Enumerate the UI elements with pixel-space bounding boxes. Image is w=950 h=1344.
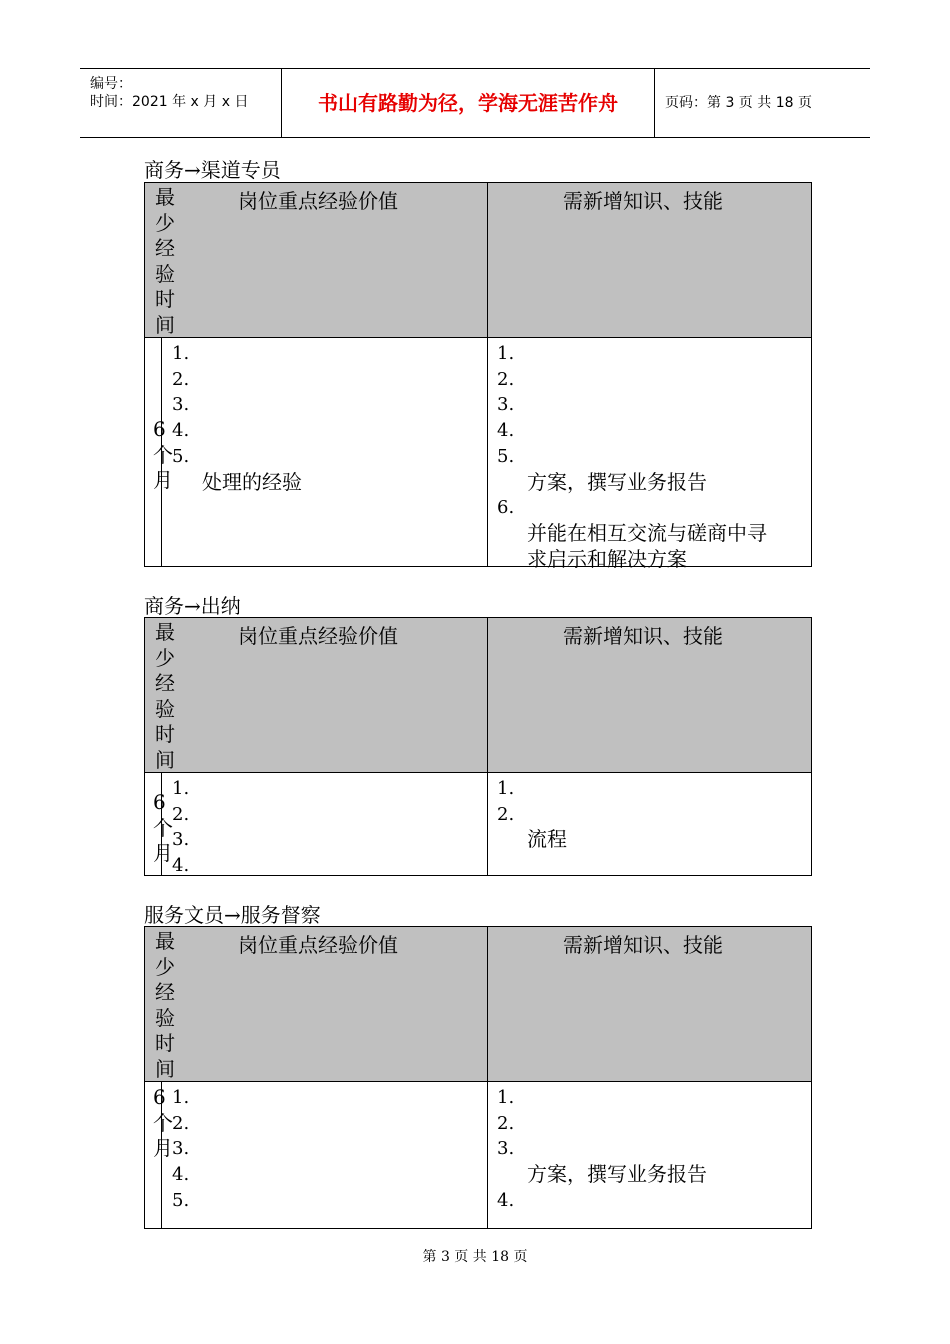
experience-table [144, 182, 812, 571]
header-page-info: 页码：第 3 页 共 18 页 [665, 95, 812, 111]
column-divider [487, 927, 488, 1228]
min-experience-header: 最 少 经 验 时 间 [155, 620, 175, 772]
duration-cell: 6 个 月 [153, 417, 173, 493]
key-experience-header: 岗位重点经验价值 [238, 624, 398, 648]
skills-list: 1. 2. 3. 方案，撰写业务报告 4. [497, 1087, 707, 1211]
experience-list: 1. 2. 3. 4. 5. [172, 1087, 190, 1211]
skills-list: 1. 2. 流程 [497, 778, 567, 852]
key-experience-header: 岗位重点经验价值 [238, 933, 398, 957]
page-header [80, 68, 870, 138]
doc-number-label: 编号： [90, 76, 132, 92]
min-experience-header: 最 少 经 验 时 间 [155, 185, 175, 337]
experience-table [144, 617, 812, 876]
column-divider [487, 618, 488, 875]
doc-time-label: 时间：2021 年 x 月 x 日 [90, 94, 249, 110]
page-footer: 第 3 页 共 18 页 [422, 1249, 528, 1265]
header-motto: 书山有路勤为径，学海无涯苦作舟 [282, 69, 655, 137]
section-title: 商务→渠道专员 [144, 158, 281, 182]
new-skills-header: 需新增知识、技能 [563, 624, 723, 648]
section-title: 商务→出纳 [144, 594, 241, 618]
section-title: 服务文员→服务督察 [144, 903, 321, 927]
column-divider [487, 183, 488, 566]
experience-table [144, 926, 812, 1229]
skills-list: 1. 2. 3. 4. 5. 方案，撰写业务报告 6. 并能在相互交流与磋商中寻 求启示和解决方案 [497, 343, 767, 571]
new-skills-header: 需新增知识、技能 [563, 189, 723, 213]
min-experience-header: 最 少 经 验 时 间 [155, 929, 175, 1081]
duration-cell: 6 个 月 [153, 1085, 173, 1161]
experience-list: 1. 2. 3. 4. 5. 处理的经验 [172, 343, 302, 494]
key-experience-header: 岗位重点经验价值 [238, 189, 398, 213]
experience-list: 1. 2. 3. 4. [172, 778, 190, 877]
header-meta-cell [80, 69, 282, 137]
new-skills-header: 需新增知识、技能 [563, 933, 723, 957]
duration-cell: 6 个 月 [153, 790, 173, 866]
